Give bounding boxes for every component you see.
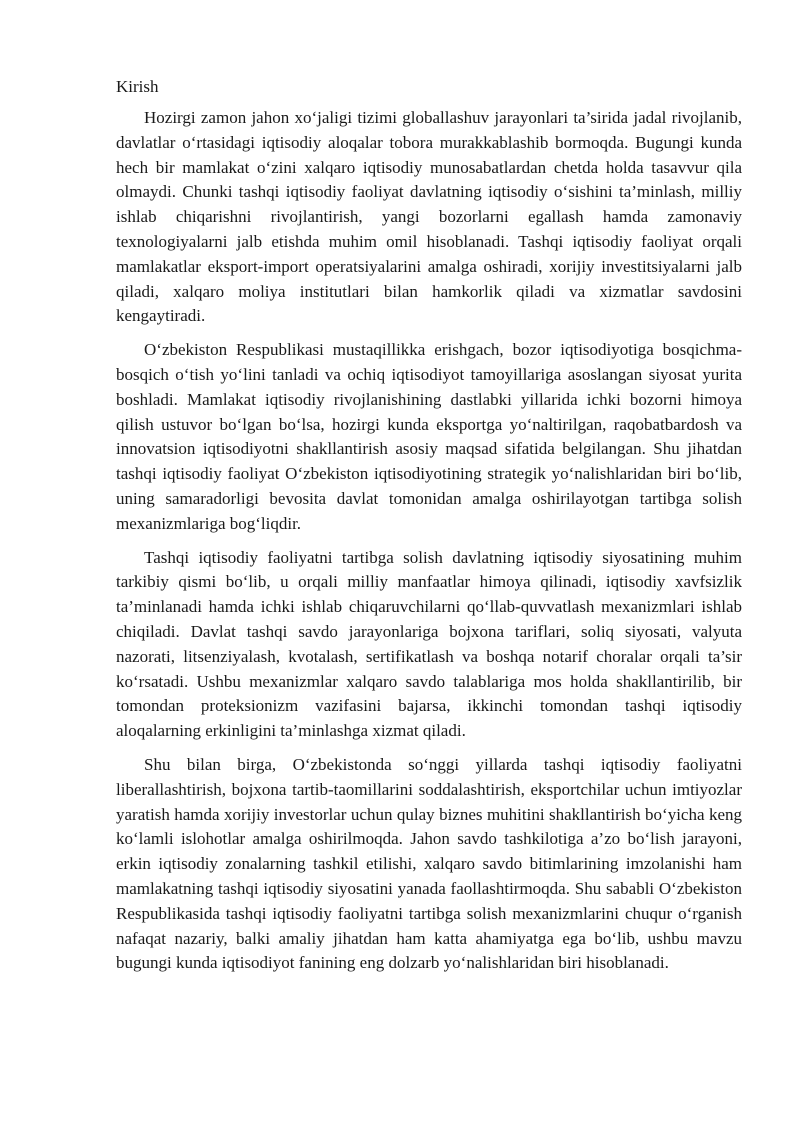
section-heading: Kirish: [116, 77, 159, 96]
paragraph-4: Shu bilan birga, O‘zbekistonda so‘nggi yillarda tashqi iqtisodiy faoliyatni liberallashtirish, bojxona tartib-taomillarini soddalashtirish, eksportchilar uchun imtiyozlar yaratish hamda xorijiy investorlar uchun qulay biznes muhitini shakllantirish bo‘yicha keng ko‘lamli islohotlar amalga oshirilmoqda. Jahon savdo tashkilotiga a’zo bo‘lish jarayoni, erkin iqtisodiy zonalarning tashkil etilishi, xalqaro savdo bitimlarining imzolanishi ham mamlakatning tashqi iqtisodiy siyosatini yanada faollashtirmoqda. Shu sababli O‘zbekiston Respublikasida tashqi iqtisodiy faoliyatni tartibga solish mexanizmlarini chuqur o‘rganish nafaqat nazariy, balki amaliy jihatdan ham katta ahamiyatga ega bo‘lib, ushbu mavzu bugungi kunda iqtisodiyot fanining eng dolzarb yo‘nalishlaridan biri hisoblanadi.: [116, 754, 742, 973]
paragraph-2: O‘zbekiston Respublikasi mustaqillikka erishgach, bozor iqtisodiyotiga bosqichma-bosqich o‘tish yo‘lini tanladi va ochiq iqtisodiyot tamoyillariga asoslangan siyosat yurita boshladi. Mamlakat iqtisodiy rivojlanishining dastlabki yillarida ichki bozorni himoya qilish ustuvor bo‘lgan bo‘lsa, hozirgi kunda eksportga yo‘naltirilgan, raqobatbardosh va innovatsion iqtisodiyotni shakllantirish asosiy maqsad sifatida belgilangan. Shu jihatdan tashqi iqtisodiy faoliyat O‘zbekiston iqtisodiyotining strategik yo‘nalishlaridan biri bo‘lib, uning samaradorligi bevosita davlat tomonidan amalga oshirilayotgan tartibga solish mexanizmlariga bog‘liqdir.: [116, 340, 742, 533]
document-page: [116, 74, 742, 985]
paragraph-3: Tashqi iqtisodiy faoliyatni tartibga solish davlatning iqtisodiy siyosatining muhim tarkibiy qismi bo‘lib, u orqali milliy manfaatlar himoya qilinadi, iqtisodiy xavfsizlik ta’minlanadi hamda ichki ishlab chiqaruvchilarni qo‘llab-quvvatlash mexanizmlari ishlab chiqiladi. Davlat tashqi savdo jarayonlariga bojxona tariflari, soliq siyosati, valyuta nazorati, litsenziyalash, kvotalash, sertifikatlash va boshqa notarif choralar orqali ta’sir ko‘rsatadi. Ushbu mexanizmlar xalqaro savdo talablariga mos holda shakllantirilib, bir tomondan proteksionizm vazifasini bajarsa, ikkinchi tomondan tashqi iqtisodiy aloqalarning erkinligini ta’minlashga xizmat qiladi.: [116, 547, 742, 741]
paragraph-1: Hozirgi zamon jahon xo‘jaligi tizimi globallashuv jarayonlari ta’sirida jadal rivojlanib, davlatlar o‘rtasidagi iqtisodiy aloqalar tobora murakkablashib bormoqda. Bugungi kunda hech bir mamlakat o‘zini xalqaro iqtisodiy munosabatlardan chetda holda tasavvur qila olmaydi. Chunki tashqi iqtisodiy faoliyat davlatning iqtisodiy o‘sishini ta’minlash, milliy ishlab chiqarishni rivojlantirish, yangi bozorlarni egallash hamda zamonaviy texnologiyalarni jalb etishda muhim omil hisoblanadi. Tashqi iqtisodiy faoliyat orqali mamlakatlar eksport-import operatsiyalarini amalga oshiradi, xorijiy investitsiyalarni jalb qiladi, xalqaro moliya institutlari bilan hamkorlik qiladi va xizmatlar savdosini kengaytiradi.: [116, 108, 742, 326]
